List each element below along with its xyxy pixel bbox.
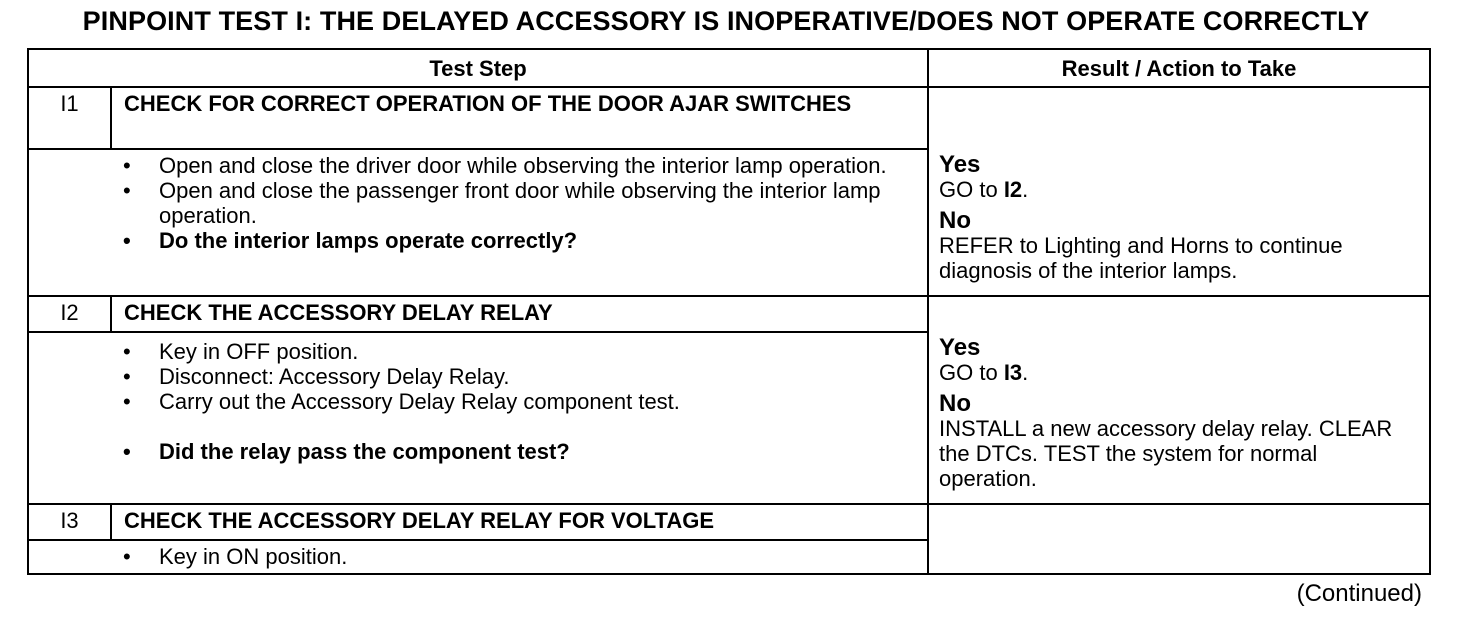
list-item: • Disconnect: Accessory Delay Relay.	[111, 364, 927, 389]
page-title: PINPOINT TEST I: THE DELAYED ACCESSORY IS INOPERATIVE/DOES NOT OPERATE CORRECTLY	[82, 6, 1370, 36]
step-heading-row	[28, 296, 1430, 332]
result-yes-label: Yes	[939, 334, 981, 361]
list-item-question: • Did the relay pass the component test?	[111, 439, 927, 464]
result-cell	[928, 87, 1430, 296]
result-yes-text: GO to I2.	[939, 177, 1029, 202]
result-no-text: REFER to Lighting and Horns to continue diagnosis of the interior lamps.	[939, 233, 1343, 283]
list-item: • Carry out the Accessory Delay Relay component test.	[111, 389, 927, 414]
list-item-question: • Do the interior lamps operate correctly?	[111, 228, 927, 253]
pinpoint-test-table	[27, 48, 1431, 575]
list-item: • Open and close the driver door while observing the interior lamp operation.	[111, 153, 927, 178]
step-heading: CHECK THE ACCESSORY DELAY RELAY FOR VOLTAGE	[111, 504, 928, 540]
step-instructions	[111, 540, 928, 574]
result-cell	[928, 504, 1430, 574]
column-header-test-step: Test Step	[28, 49, 928, 87]
step-heading-row	[28, 87, 1430, 149]
step-number: I3	[28, 504, 111, 540]
result-yes-label: Yes	[939, 151, 981, 178]
result-no-text: INSTALL a new accessory delay relay. CLEAR the DTCs. TEST the system for normal operation.	[939, 416, 1393, 491]
column-header-result-action: Result / Action to Take	[928, 49, 1430, 87]
step-heading: CHECK FOR CORRECT OPERATION OF THE DOOR AJAR SWITCHES	[111, 87, 928, 149]
list-item: • Key in ON position.	[111, 544, 927, 569]
step-heading: CHECK THE ACCESSORY DELAY RELAY	[111, 296, 928, 332]
result-yes-text: GO to I3.	[939, 360, 1029, 385]
step-number: I2	[28, 296, 111, 332]
list-item: • Key in OFF position.	[111, 339, 927, 364]
table-header-row	[28, 49, 1430, 87]
step-instructions	[111, 332, 928, 504]
result-no-label: No	[939, 390, 972, 417]
list-item: • Open and close the passenger front door while observing the interior lamp operation.	[111, 178, 927, 228]
step-instructions	[111, 149, 928, 296]
continued-label: (Continued)	[1296, 580, 1422, 607]
step-heading-row	[28, 504, 1430, 540]
result-no-label: No	[939, 207, 972, 234]
step-number: I1	[28, 87, 111, 149]
result-cell	[928, 296, 1430, 504]
